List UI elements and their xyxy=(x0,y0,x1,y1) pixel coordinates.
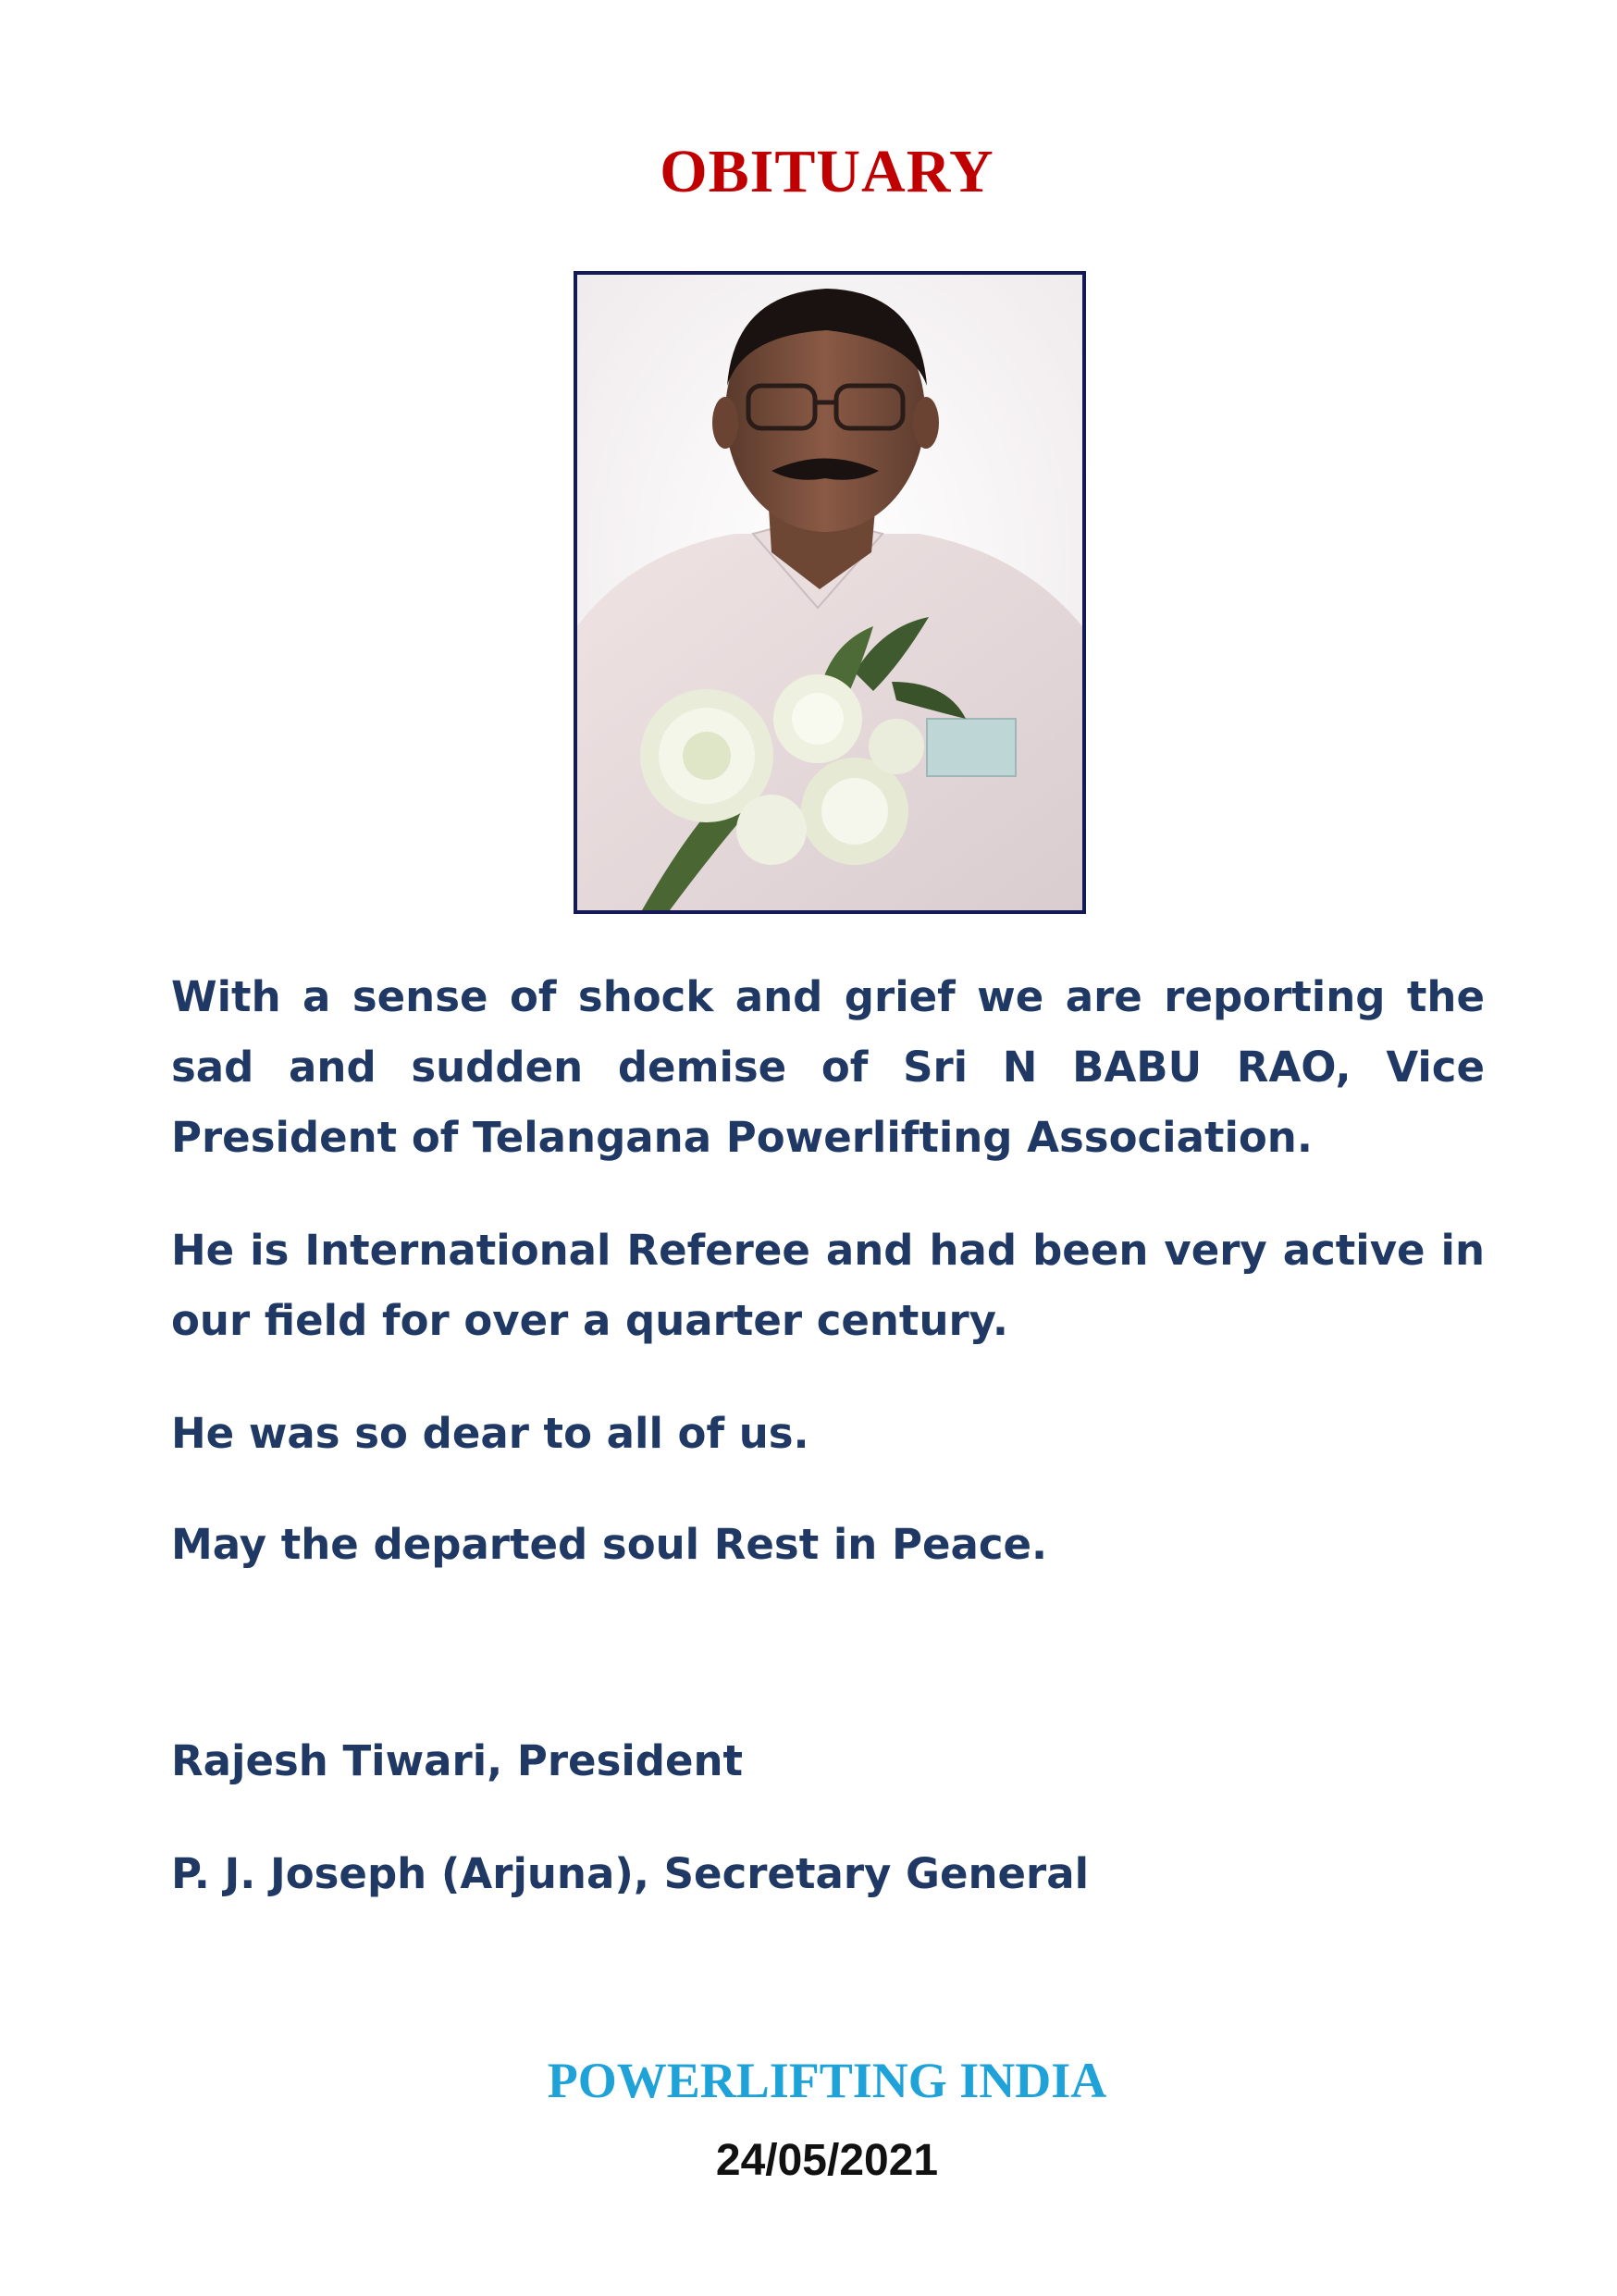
portrait-photo xyxy=(574,271,1086,914)
paragraph-announcement: With a sense of shock and grief we are reporting the sad and sudden demise of Sri N BABU RAO, Vice President of Telangana Powerlifting Association. xyxy=(171,972,1485,1162)
paragraph-dear: He was so dear to all of us. xyxy=(171,1409,809,1458)
signatory-president: Rajesh Tiwari, President xyxy=(171,1736,744,1785)
obituary-title: OBITUARY xyxy=(660,138,994,205)
organization-name: POWERLIFTING INDIA xyxy=(547,2053,1107,2108)
document-date: 24/05/2021 xyxy=(715,2136,939,2185)
paragraph-rest-in-peace: May the departed soul Rest in Peace. xyxy=(171,1520,1048,1569)
paragraph-referee: He is International Referee and had been very active in our field for over a quarter century. xyxy=(171,1226,1485,1345)
signatory-secretary-general: P. J. Joseph (Arjuna), Secretary General xyxy=(171,1849,1090,1898)
